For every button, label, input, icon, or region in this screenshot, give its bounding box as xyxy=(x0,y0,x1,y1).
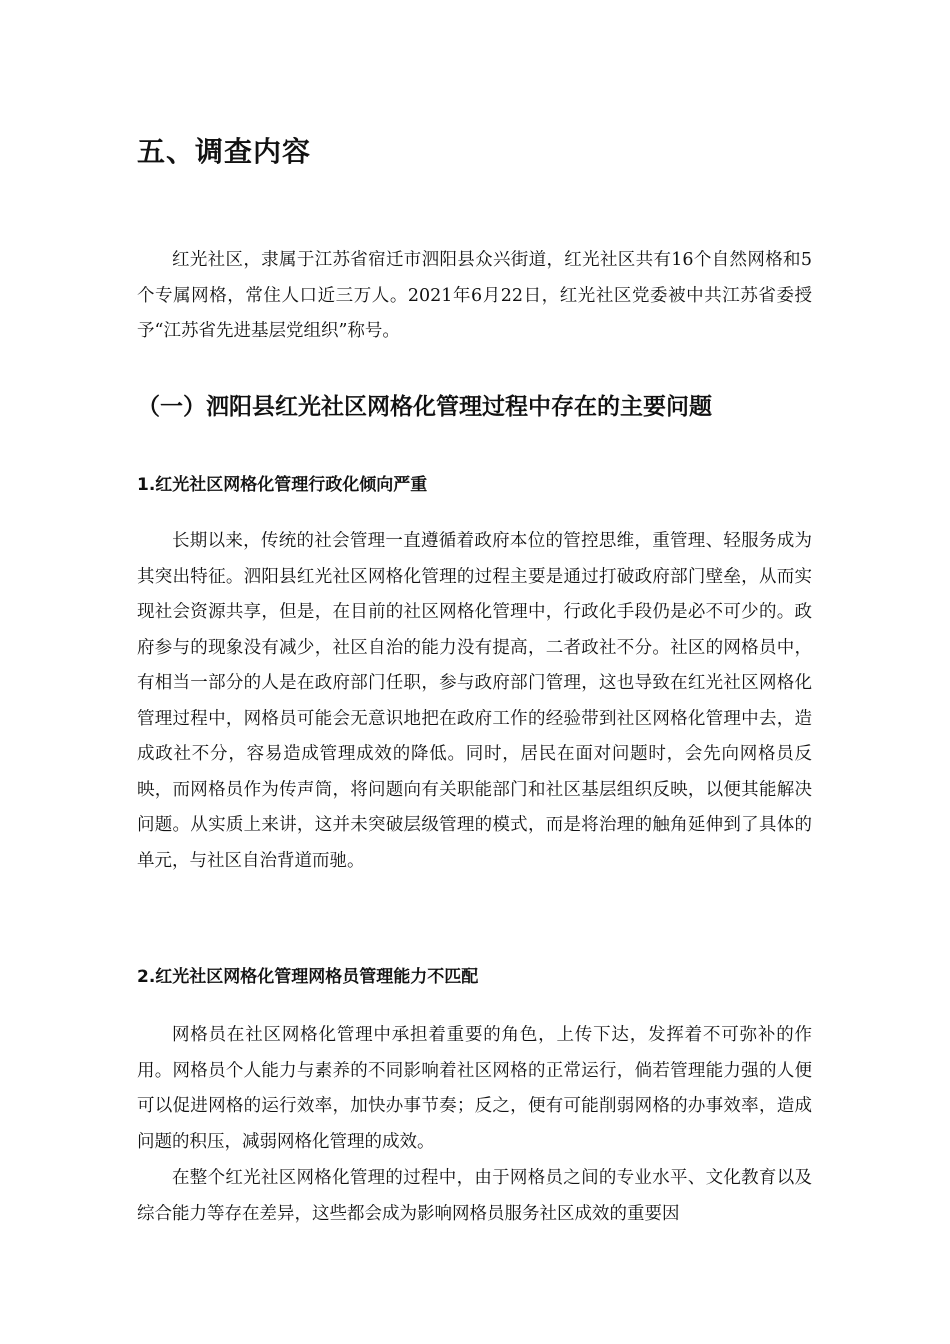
subsection-heading: （一）泗阳县红光社区网格化管理过程中存在的主要问题 xyxy=(137,394,712,420)
section-heading: 五、调查内容 xyxy=(137,135,312,168)
problem-1-heading: 1.红光社区网格化管理行政化倾向严重 xyxy=(137,475,428,495)
problem-1-paragraph: 长期以来，传统的社会管理一直遵循着政府本位的管控思维，重管理、轻服务成为其突出特征。泗阳县红光社区网格化管理的过程主要是通过打破政府部门壁垒，从而实现社会资源共享，但是，在目前的社区网格化管理中，行政化手段仍是必不可少的。政府参与的现象没有减少，社区自治的能力没有提高，二者政社不分。社区的网格员中，有相当一部分的人是在政府部门任职，参与政府部门管理，这也导致在红光社区网格化管理过程中，网格员可能会无意识地把在政府工作的经验带到社区网格化管理中去，造成政社不分，容易造成管理成效的降低。同时，居民在面对问题时，会先向网格员反映，而网格员作为传声筒，将问题向有关职能部门和社区基层组织反映，以便其能解决问题。从实质上来讲，这并未突破层级管理的模式，而是将治理的触角延伸到了具体的单元，与社区自治背道而驰。 xyxy=(137,531,812,871)
problem-2-paragraph-1: 网格员在社区网格化管理中承担着重要的角色，上传下达，发挥着不可弥补的作用。网格员个人能力与素养的不同影响着社区网格的正常运行，倘若管理能力强的人便可以促进网格的运行效率，加快办事节奏；反之，便有可能削弱网格的办事效率，造成问题的积压，减弱网格化管理的成效。 xyxy=(137,1025,812,1152)
problem-2-heading: 2.红光社区网格化管理网格员管理能力不匹配 xyxy=(137,967,479,987)
intro-paragraph: 红光社区，隶属于江苏省宿迁市泗阳县众兴街道，红光社区共有16个自然网格和5个专属网格，常住人口近三万人。2021年6月22日，红光社区党委被中共江苏省委授予“江苏省先进基层党组织”称号。 xyxy=(137,250,812,341)
problem-2-paragraph-2: 在整个红光社区网格化管理的过程中，由于网格员之间的专业水平、文化教育以及综合能力等存在差异，这些都会成为影响网格员服务社区成效的重要因 xyxy=(137,1168,812,1224)
